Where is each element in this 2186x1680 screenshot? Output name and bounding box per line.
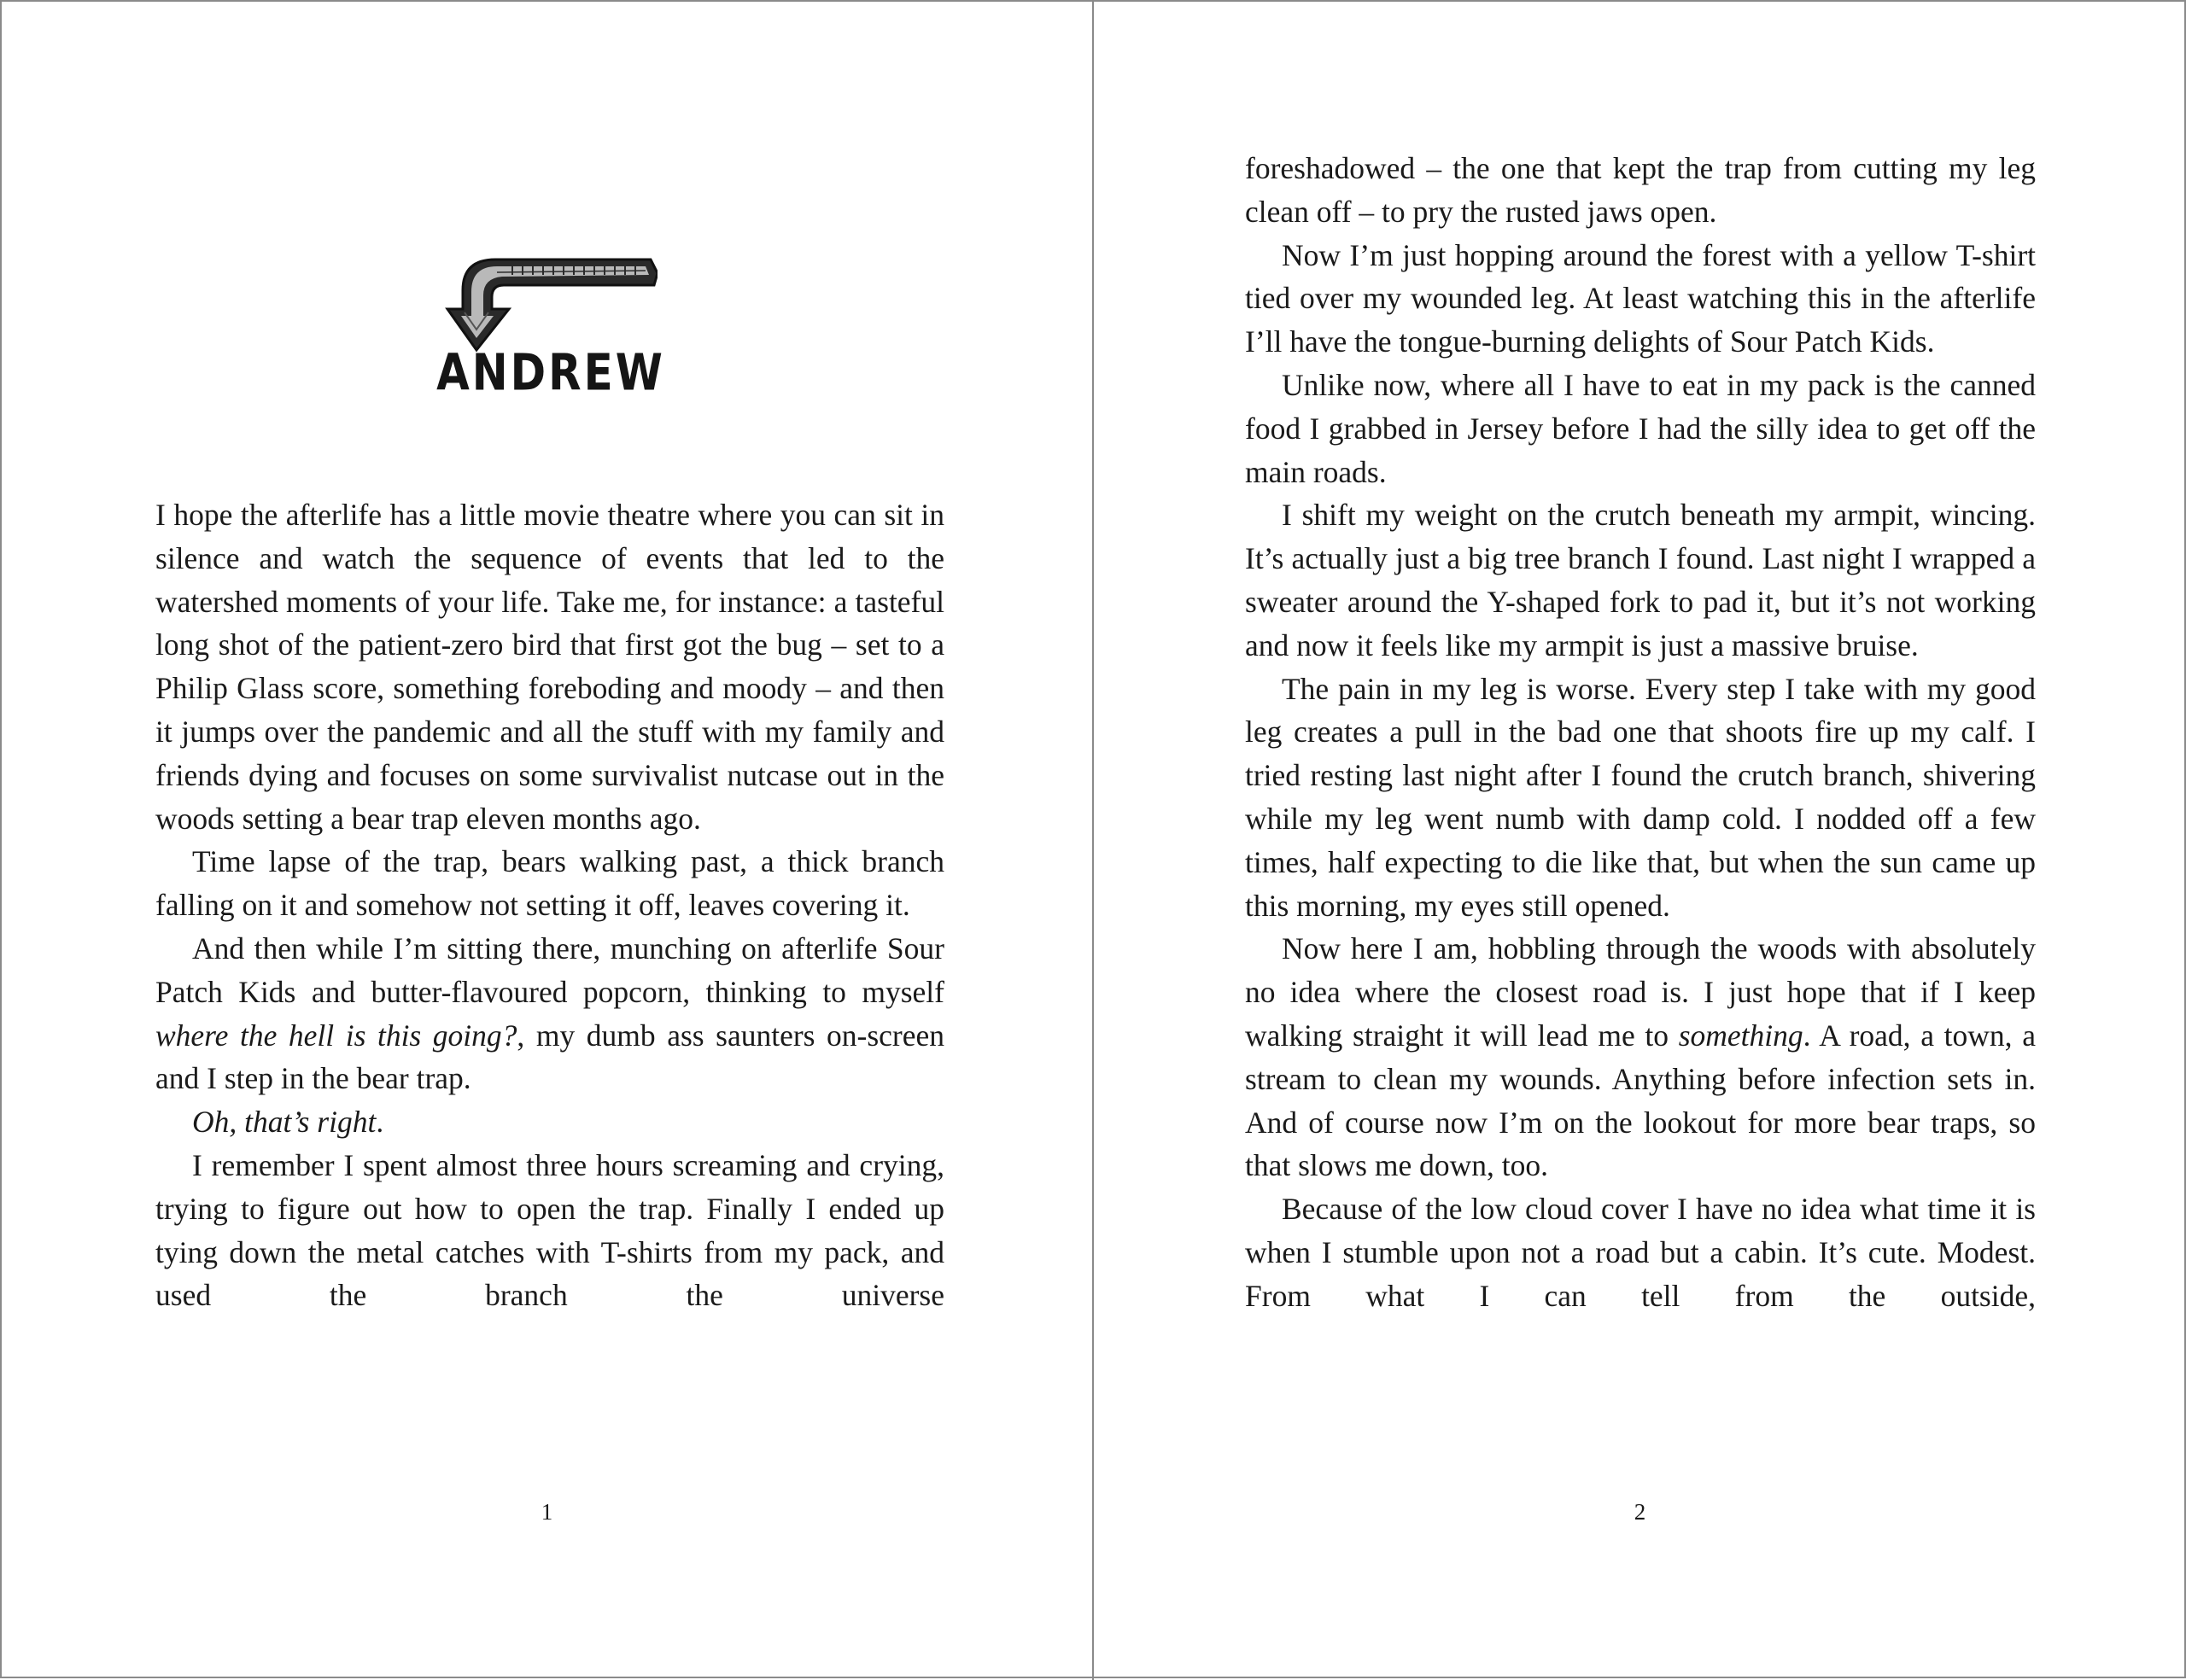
paragraph-text: And then while I’m sitting there, munching on afterlife Sour Patch Kids and butter-flavoured popcorn, thinking to myself xyxy=(155,930,944,1009)
paragraph: Because of the low cloud cover I have no idea what time it is when I stumble upon not a road but a cabin. It’s cute. Modest. From what I can tell from the outside, xyxy=(1245,1192,2036,1313)
paragraph: I shift my weight on the crutch beneath my armpit, wincing. It’s actually just a big tree branch I found. Last night I wrapped a sweater around the Y-shaped fork to pad it, but it’s not working and now it feels like my armpit is just a massive bruise. xyxy=(1245,498,2036,662)
paragraph xyxy=(1245,927,2036,1187)
paragraph: Time lapse of the trap, bears walking past, a thick branch falling on it and somehow not setting it off, leaves covering it. xyxy=(155,844,944,923)
page-number: 2 xyxy=(1634,1499,1646,1525)
paragraph-text: Now here I am, hobbling through the woods with absolutely no idea where the closest road is. I just hope that if I keep walking straight it will lead me to xyxy=(1245,931,2036,1053)
chapter-title: ANDREW xyxy=(436,343,665,402)
paragraph xyxy=(155,927,944,1100)
right-page xyxy=(1094,2,2186,1680)
body-text-right xyxy=(1245,147,2036,1318)
paragraph: I hope the afterlife has a little movie theatre where you can sit in silence and watch the sequence of events that led to the watershed moments of your life. Take me, for instance: a tasteful long shot of the patient-zero bird that first got the bug – set to a Philip Glass score, something foreboding and moody – and then it jumps over the pandemic and all the stuff with my family and friends dying and focuses on some survivalist nutcase out in the woods setting a bear trap eleven months ago. xyxy=(155,498,944,836)
left-page xyxy=(2,2,1092,1680)
paragraph: The pain in my leg is worse. Every step I take with my good leg creates a pull in the bad one that shoots fire up my calf. I tried resting last night after I found the crutch branch, shivering while my leg went numb with damp cold. I nodded off a few times, half expecting to die like that, but when the sun came up this morning, my eyes still opened. xyxy=(1245,671,2036,923)
italic-text: something xyxy=(1678,1018,1803,1053)
paragraph-text: . xyxy=(376,1105,384,1140)
paragraph: I remember I spent almost three hours screaming and crying, trying to figure out how to open the trap. Finally I ended up tying down the metal catches with T-shirts from my pack, and used the branch the universe xyxy=(155,1147,944,1313)
page-number: 1 xyxy=(541,1499,553,1525)
paragraph-text: . A road, a town, a stream to clean my wounds. Anything before infection sets in. And of course now I’m on the lookout for more bear traps, so that slows me down, too. xyxy=(1245,1018,2036,1183)
paragraph-text: , my dumb ass saunters on-screen and I step in the bear trap. xyxy=(155,1018,945,1096)
body-text-left xyxy=(155,493,944,1317)
italic-text: Oh, that’s right xyxy=(192,1105,377,1140)
italic-text: where the hell is this going? xyxy=(155,1018,517,1053)
paragraph: foreshadowed – the one that kept the trap from cutting my leg clean off – to pry the rusted jaws open. xyxy=(1245,151,2036,229)
paragraph: Now I’m just hopping around the forest with a yellow T-shirt tied over my wounded leg. At least watching this in the afterlife I’ll have the tongue-burning delights of Sour Patch Kids. xyxy=(1245,237,2036,359)
paragraph xyxy=(155,1100,944,1144)
paragraph: Unlike now, where all I have to eat in my pack is the canned food I grabbed in Jersey before I had the silly idea to get off the main roads. xyxy=(1245,367,2036,489)
